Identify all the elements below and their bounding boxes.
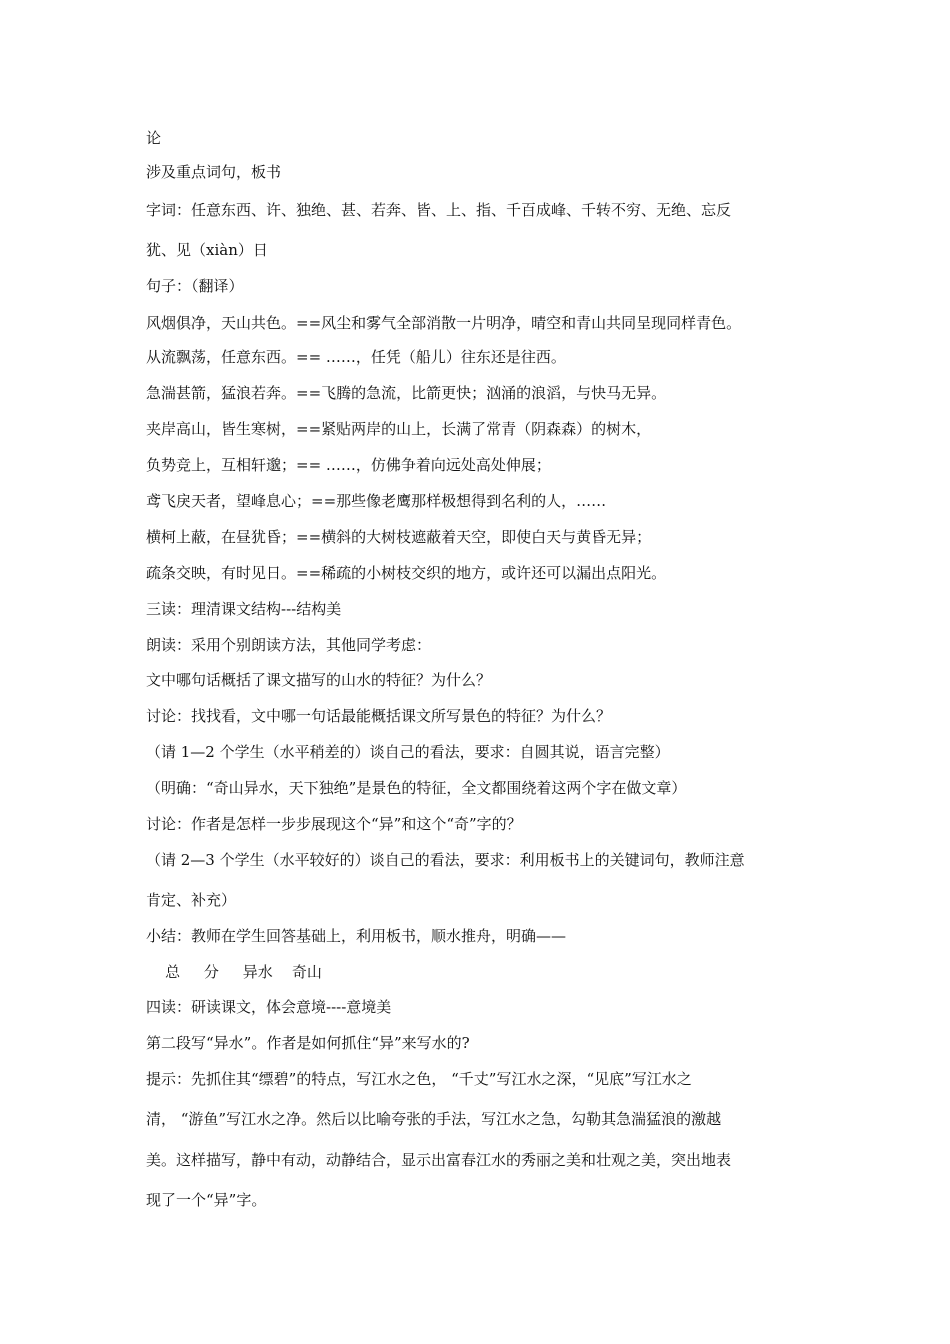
board-summary: 总 分 异水 奇山 xyxy=(146,963,322,981)
text-line: 清， “游鱼”写江水之净。然后以比喻夸张的手法，写江水之急，勾勒其急湍猛浪的激越 xyxy=(146,1110,722,1128)
text-line: 小结：教师在学生回答基础上，利用板书，顺水推舟，明确—— xyxy=(146,927,567,945)
text-line: 负势竞上，互相轩邈；== ……，仿佛争着向远处高处伸展； xyxy=(146,456,551,474)
text-line: 句子：（翻译） xyxy=(146,277,244,295)
text-line: 字词：任意东西、许、独绝、甚、若奔、皆、上、指、千百成峰、千转不穷、无绝、忘反 xyxy=(146,201,732,219)
text-line: 朗读：采用个别朗读方法，其他同学考虑： xyxy=(146,636,432,654)
text-line: 美。这样描写，静中有动，动静结合，显示出富春江水的秀丽之美和壮观之美，突出地表 xyxy=(146,1151,732,1169)
section-heading: 三读：理清课文结构---结构美 xyxy=(146,600,342,618)
text-line: 论 xyxy=(146,129,162,147)
text-line: 第二段写“异水”。作者是如何抓住“异”来写水的? xyxy=(146,1034,470,1052)
text-line: 涉及重点词句，板书 xyxy=(146,163,282,181)
text-line: 提示：先抓住其“缥碧”的特点，写江水之色， “千丈”写江水之深，“见底”写江水之 xyxy=(146,1070,692,1088)
text-line: 犹、见（xiàn）日 xyxy=(146,241,268,259)
text-line: （明确：“奇山异水，天下独绝”是景色的特征，全文都围绕着这两个字在做文章） xyxy=(146,779,687,797)
text-line: 横柯上蔽，在昼犹昏；==横斜的大树枝遮蔽着天空，即使白天与黄昏无异； xyxy=(146,528,652,546)
text-line: （请 2—3 个学生（水平较好的）谈自己的看法，要求：利用板书上的关键词句，教师注意 xyxy=(146,851,745,869)
text-line: 肯定、补充） xyxy=(146,891,237,909)
text-line: 风烟俱净，天山共色。==风尘和雾气全部消散一片明净，晴空和青山共同呈现同样青色。 xyxy=(146,314,742,332)
text-line: 讨论：找找看，文中哪一句话最能概括课文所写景色的特征？为什么？ xyxy=(146,707,612,725)
text-line: （请 1—2 个学生（水平稍差的）谈自己的看法，要求：自圆其说，语言完整） xyxy=(146,743,670,761)
text-line: 现了一个“异”字。 xyxy=(146,1191,267,1209)
text-line: 讨论：作者是怎样一步步展现这个“异”和这个“奇”字的？ xyxy=(146,815,522,833)
text-line: 鸢飞戾天者，望峰息心；==那些像老鹰那样极想得到名利的人，…… xyxy=(146,492,607,510)
text-line: 文中哪句话概括了课文描写的山水的特征？为什么？ xyxy=(146,671,492,689)
text-line: 急湍甚箭，猛浪若奔。==飞腾的急流，比箭更快；汹涌的浪滔，与快马无异。 xyxy=(146,384,667,402)
section-heading: 四读：研读课文，体会意境----意境美 xyxy=(146,998,392,1016)
text-line: 从流飘荡，任意东西。== ……，任凭（船儿）往东还是往西。 xyxy=(146,348,566,366)
text-line: 夹岸高山，皆生寒树，==紧贴两岸的山上，长满了常青（阴森森）的树木， xyxy=(146,420,652,438)
text-line: 疏条交映，有时见日。==稀疏的小树枝交织的地方，或许还可以漏出点阳光。 xyxy=(146,564,667,582)
